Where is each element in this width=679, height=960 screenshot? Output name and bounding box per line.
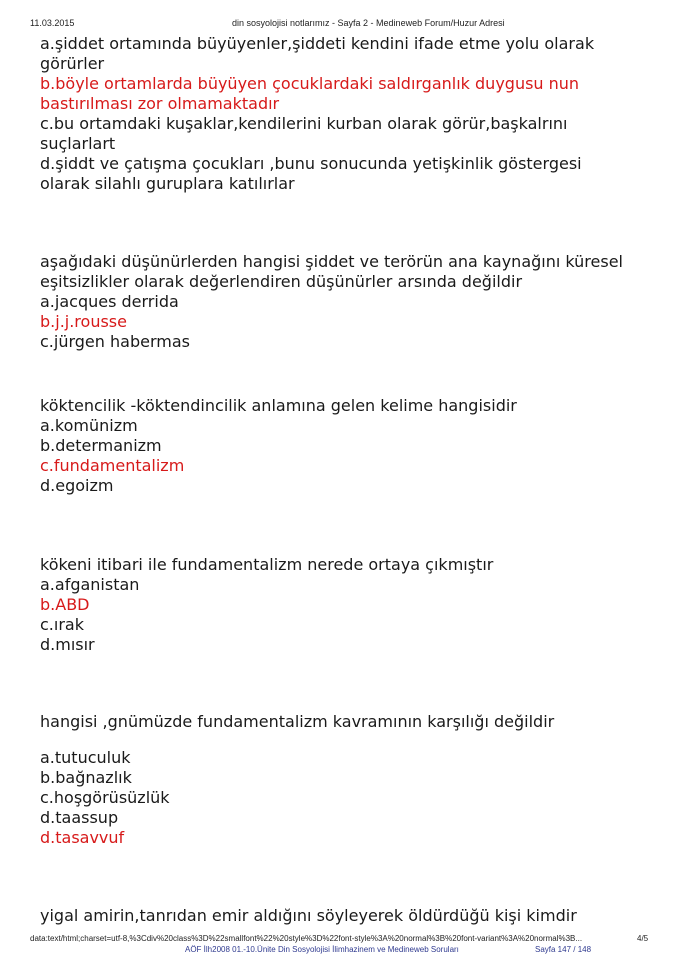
answer-line: bastırılması zor olmamaktadır [40, 94, 280, 113]
option-line: b.bağnazlık [40, 768, 132, 787]
answer-line: c.fundamentalizm [40, 456, 185, 475]
answer-line: b.ABD [40, 595, 90, 614]
option-line: a.komünizm [40, 416, 138, 435]
option-line: c.hoşgörüsüzlük [40, 788, 170, 807]
answer-line: b.j.j.rousse [40, 312, 127, 331]
sheet-number: Sayfa 147 / 148 [535, 945, 592, 954]
answer-line: b.böyle ortamlarda büyüyen çocuklardaki saldırganlık duygusu nun [40, 74, 580, 93]
option-line: c.jürgen habermas [40, 332, 190, 351]
option-line: d.mısır [40, 635, 95, 654]
answer-line: d.tasavvuf [40, 828, 125, 847]
question-line: aşağıdaki düşünürlerden hangisi şiddet ve terörün ana kaynağını küresel [40, 252, 623, 271]
text-line: c.bu ortamdaki kuşaklar,kendilerini kurban olarak görür,başkalrını [40, 114, 568, 133]
question-line: köktencilik -köktendincilik anlamına gelen kelime hangisidir [40, 396, 517, 415]
question-line: eşitsizlikler olarak değerlendiren düşünürler arsında değildir [40, 272, 523, 291]
source-caption: AÖF İlh2008 01.-10.Ünite Din Sosyolojisi İlimhazinem ve Medineweb Soruları [185, 945, 459, 954]
text-line: görürler [40, 54, 105, 73]
text-line: suçlarlart [40, 134, 116, 153]
option-line: a.afganistan [40, 575, 140, 594]
question-line: hangisi ,gnümüzde fundamentalizm kavramının karşılığı değildir [40, 712, 555, 731]
text-line: olarak silahlı guruplara katılırlar [40, 174, 295, 193]
print-page-number: 4/5 [637, 934, 649, 943]
text-line: d.şiddt ve çatışma çocukları ,bunu sonucunda yetişkinlik göstergesi [40, 154, 582, 173]
question-line: kökeni itibari ile fundamentalizm nerede ortaya çıkmıştır [40, 555, 494, 574]
print-page-title: din sosyolojisi notlarımız - Sayfa 2 - Medineweb Forum/Huzur Adresi [232, 18, 505, 28]
option-line: a.tutuculuk [40, 748, 131, 767]
text-line: a.şiddet ortamında büyüyenler,şiddeti kendini ifade etme yolu olarak [40, 34, 595, 53]
option-line: b.determanizm [40, 436, 162, 455]
print-date: 11.03.2015 [30, 18, 75, 28]
option-line: c.ırak [40, 615, 84, 634]
option-line: d.taassup [40, 808, 119, 827]
question-line: yigal amirin,tanrıdan emir aldığını söyleyerek öldürdüğü kişi kimdir [40, 906, 577, 925]
print-url: data:text/html;charset=utf-8,%3Cdiv%20class%3D%22smallfont%22%20style%3D%22font-style%3A%20normal%3B%20font-variant%3A%20normal%3B... [30, 934, 583, 943]
option-line: a.jacques derrida [40, 292, 179, 311]
option-line: d.egoizm [40, 476, 114, 495]
